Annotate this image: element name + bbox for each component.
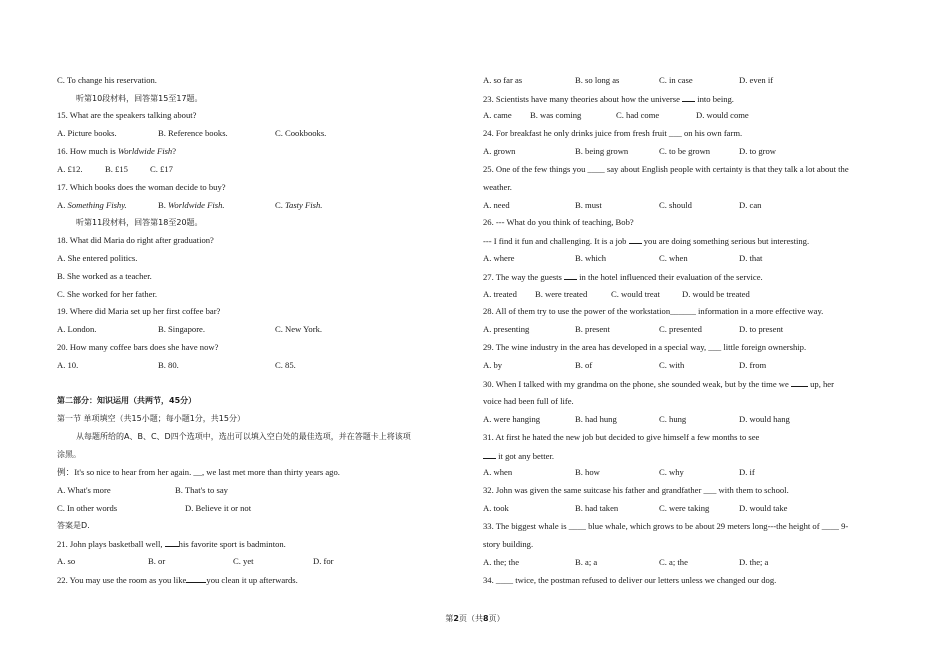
q27-stem-start: 27. The way the guests xyxy=(483,272,564,282)
q21-option-b: B. or xyxy=(148,556,166,566)
q30-option-c: C. hung xyxy=(659,414,687,424)
instructions-line-2: 涂黑。 xyxy=(57,450,81,459)
q30-option-d: D. would hang xyxy=(739,414,790,424)
q20-stem: 20. How many coffee bars does she have now? xyxy=(57,342,219,352)
q27-blank xyxy=(564,271,577,280)
q23-blank xyxy=(682,93,695,102)
q26-option-d: D. that xyxy=(739,253,763,263)
q16-option-c: C. £17 xyxy=(150,164,173,174)
q31-option-c: C. why xyxy=(659,467,684,477)
q31-option-a: A. when xyxy=(483,467,513,477)
q26-stem-line-1: 26. --- What do you think of teaching, Bob? xyxy=(483,217,634,227)
example-option-a: A. What's more xyxy=(57,485,111,495)
q30-stem-end: up, her xyxy=(807,379,834,389)
section-11-heading: 听第11段材料，回答第18至20题。 xyxy=(76,218,203,227)
q23-option-b: B. was coming xyxy=(530,110,582,120)
q19-option-c: C. New York. xyxy=(275,324,323,334)
q21-stem xyxy=(57,538,286,550)
example-option-b: B. That's to say xyxy=(175,485,228,495)
q16-option-a: A. £12. xyxy=(57,164,83,174)
q16-stem xyxy=(57,146,176,157)
q17-stem: 17. Which books does the woman decide to buy? xyxy=(57,182,226,192)
q17-option-c-letter: C. xyxy=(275,200,286,210)
q31-stem-line-1: 31. At first he hated the new job but decided to give himself a few months to see xyxy=(483,432,760,442)
q22-stem-start: 22. You may use the room as you like xyxy=(57,575,187,585)
q17-option-a-title: Something Fishy. xyxy=(67,200,127,210)
q23-option-d: D. would come xyxy=(696,110,749,120)
q33-option-d: D. the; a xyxy=(739,557,769,567)
q21-blank xyxy=(165,538,179,547)
q33-option-b: B. a; a xyxy=(575,557,598,567)
q28-stem: 28. All of them try to use the power of the workstation______ information in a more effective way. xyxy=(483,306,824,316)
q29-option-c: C. with xyxy=(659,360,685,370)
q31-option-b: B. how xyxy=(575,467,600,477)
q16-book-title: Worldwide Fish xyxy=(117,146,173,156)
q23-stem-end: into being. xyxy=(695,94,734,104)
q28-option-b: B. present xyxy=(575,324,610,334)
q20-option-a: A. 10. xyxy=(57,360,79,370)
q20-option-b: B. 80. xyxy=(158,360,179,370)
q25-stem-line-2: weather. xyxy=(483,182,512,192)
part-2-heading: 第二部分：知识运用（共两节，45分） xyxy=(57,396,197,405)
q18-option-c: C. She worked for her father. xyxy=(57,289,157,299)
q32-stem: 32. John was given the same suitcase his father and grandfather ___ with them to school. xyxy=(483,485,789,495)
q20-option-c: C. 85. xyxy=(275,360,296,370)
q30-blank xyxy=(791,378,808,387)
q27-option-b: B. were treated xyxy=(535,289,588,299)
q16-stem-text: 16. How much is xyxy=(57,146,118,156)
q29-option-a: A. by xyxy=(483,360,503,370)
q31-blank xyxy=(483,450,496,459)
section-1-heading: 第一节 单项填空（共15小题；每小题1分，共15分） xyxy=(57,414,245,423)
q17-option-a-letter: A. xyxy=(57,200,68,210)
q22-option-b: B. so long as xyxy=(575,75,620,85)
footer-prefix: 第 xyxy=(445,614,454,623)
q26-stem-start: --- I find it fun and challenging. It is a job xyxy=(483,236,629,246)
q30-stem-line-1 xyxy=(483,378,834,390)
q14-option-c: C. To change his reservation. xyxy=(57,75,157,85)
q32-option-c: C. were taking xyxy=(659,503,710,513)
q21-stem-end: his favorite sport is badminton. xyxy=(178,539,286,549)
q22-option-a: A. so far as xyxy=(483,75,523,85)
example-answer: 答案是D. xyxy=(57,521,90,530)
q28-option-c: C. presented xyxy=(659,324,702,334)
q31-stem-end: it got any better. xyxy=(496,451,554,461)
q24-option-b: B. being grown xyxy=(575,146,629,156)
q32-option-d: D. would take xyxy=(739,503,788,513)
q21-option-c: C. yet xyxy=(233,556,254,566)
q17-option-c xyxy=(275,200,322,211)
q30-option-b: B. had hung xyxy=(575,414,617,424)
q24-option-c: C. to be grown xyxy=(659,146,711,156)
q24-stem: 24. For breakfast he only drinks juice from fresh fruit ___ on his own farm. xyxy=(483,128,743,138)
q25-option-b: B. must xyxy=(575,200,602,210)
q27-stem-end: in the hotel influenced their evaluation of the service. xyxy=(577,272,763,282)
q26-option-a: A. where xyxy=(483,253,515,263)
q15-option-b: B. Reference books. xyxy=(158,128,228,138)
q25-stem-line-1: 25. One of the few things you ____ say about English people with certainty is that they talk a lot about the xyxy=(483,164,849,174)
q34-stem: 34. ____ twice, the postman refused to deliver our letters unless we changed our dog. xyxy=(483,575,777,585)
q19-option-a: A. London. xyxy=(57,324,97,334)
q19-stem: 19. Where did Maria set up her first coffee bar? xyxy=(57,306,221,316)
q33-option-c: C. a; the xyxy=(659,557,688,567)
q30-option-a: A. were hanging xyxy=(483,414,541,424)
q19-option-b: B. Singapore. xyxy=(158,324,206,334)
q25-option-a: A. need xyxy=(483,200,510,210)
q29-option-b: B. of xyxy=(575,360,593,370)
footer-page-number: 2 xyxy=(453,614,459,623)
q32-option-a: A. took xyxy=(483,503,509,513)
q26-stem-end: you are doing something serious but interesting. xyxy=(641,236,810,246)
q31-option-d: D. if xyxy=(739,467,755,477)
q26-stem-line-2 xyxy=(483,235,809,247)
q22-stem-end: you clean it up afterwards. xyxy=(206,575,298,585)
q18-option-a: A. She entered politics. xyxy=(57,253,138,263)
example-option-d: D. Believe it or not xyxy=(185,503,252,513)
q26-blank xyxy=(629,235,642,244)
q18-stem: 18. What did Maria do right after graduation? xyxy=(57,235,214,245)
q29-stem: 29. The wine industry in the area has developed in a special way, ___ little foreign ownership. xyxy=(483,342,807,352)
q21-option-d: D. for xyxy=(313,556,334,566)
q22-option-d: D. even if xyxy=(739,75,774,85)
q21-stem-start: 21. John plays basketball well, xyxy=(57,539,165,549)
q16-option-b: B. £15 xyxy=(105,164,128,174)
q22-blank xyxy=(186,574,206,583)
q33-stem-line-2: story building. xyxy=(483,539,534,549)
q22-stem xyxy=(57,574,298,586)
q24-option-d: D. to grow xyxy=(739,146,776,156)
q28-option-a: A. presenting xyxy=(483,324,530,334)
q27-option-d: D. would be treated xyxy=(682,289,750,299)
q18-option-b: B. She worked as a teacher. xyxy=(57,271,152,281)
q17-option-b xyxy=(158,200,225,211)
q27-stem xyxy=(483,271,763,283)
q23-stem-start: 23. Scientists have many theories about how the universe xyxy=(483,94,683,104)
q33-option-a: A. the; the xyxy=(483,557,520,567)
q31-stem-line-2 xyxy=(483,450,554,462)
footer-suffix: 页） xyxy=(488,614,505,623)
q32-option-b: B. had taken xyxy=(575,503,619,513)
q33-stem-line-1: 33. The biggest whale is ____ blue whale, which grows to be about 29 meters long---the height of ____ 9- xyxy=(483,521,849,531)
footer-total-pages: 8 xyxy=(483,614,489,623)
q15-option-a: A. Picture books. xyxy=(57,128,117,138)
q30-stem-start: 30. When I talked with my grandma on the phone, she sounded weak, but by the time we xyxy=(483,379,791,389)
q17-option-b-title: Worldwide Fish. xyxy=(168,200,225,210)
example-stem: 例：It's so nice to hear from her again. __, we last met more than thirty years ago. xyxy=(57,467,340,477)
footer-middle: 页（共 xyxy=(459,614,483,623)
instructions-line-1: 从每题所给的A、B、C、D四个选项中，选出可以填入空白处的最佳选项，并在答题卡上将该项 xyxy=(76,432,411,441)
q26-option-b: B. which xyxy=(575,253,607,263)
q28-option-d: D. to present xyxy=(739,324,784,334)
q21-option-a: A. so xyxy=(57,556,76,566)
q30-stem-line-2: voice had been full of life. xyxy=(483,396,574,406)
q25-option-d: D. can xyxy=(739,200,762,210)
q17-option-a xyxy=(57,200,127,211)
q27-option-a: A. treated xyxy=(483,289,517,299)
q23-option-a: A. came xyxy=(483,110,512,120)
q22-option-c: C. in case xyxy=(659,75,693,85)
q23-option-c: C. had come xyxy=(616,110,660,120)
q26-option-c: C. when xyxy=(659,253,688,263)
q17-option-c-title: Tasty Fish. xyxy=(285,200,323,210)
page-footer xyxy=(0,613,950,624)
q17-option-b-letter: B. xyxy=(158,200,169,210)
q25-option-c: C. should xyxy=(659,200,692,210)
q27-option-c: C. would treat xyxy=(611,289,660,299)
section-10-heading: 听第10段材料，回答第15至17题。 xyxy=(76,94,203,103)
q16-stem-end: ? xyxy=(172,146,177,156)
q23-stem xyxy=(483,93,734,105)
q24-option-a: A. grown xyxy=(483,146,516,156)
q15-option-c: C. Cookbooks. xyxy=(275,128,327,138)
q29-option-d: D. from xyxy=(739,360,767,370)
q15-stem: 15. What are the speakers talking about? xyxy=(57,110,197,120)
example-option-c: C. In other words xyxy=(57,503,118,513)
